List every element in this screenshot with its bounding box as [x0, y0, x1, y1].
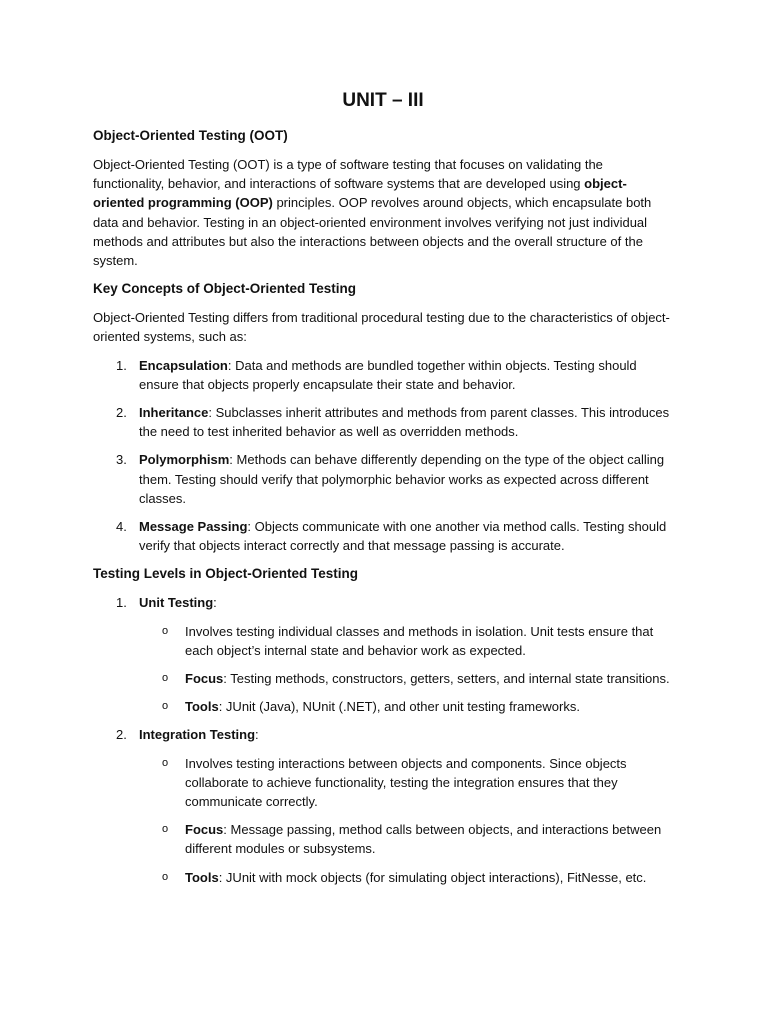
- sub-item-term: Focus: [185, 671, 224, 687]
- sub-list-item: [139, 669, 673, 688]
- sub-item-text: : Message passing, method calls between objects, and interactions between different modules or subsystems.: [185, 822, 662, 857]
- paragraph-key-concepts-intro: Object-Oriented Testing differs from traditional procedural testing due to the characteristics of object-oriented systems, such as:: [93, 310, 670, 345]
- concept-text: : Data and methods are bundled together within objects. Testing should ensure that objects properly encapsulate their state and behavior.: [139, 357, 637, 392]
- section-heading-key-concepts: Key Concepts of Object-Oriented Testing: [93, 281, 357, 297]
- sub-item-text: Involves testing interactions between objects and components. Since objects collaborate to achieve functionality, testing the integration ensures that they communicate correctly.: [185, 755, 627, 810]
- paragraph-text: principles. OOP revolves around objects, which encapsulate both data and behavior. Testing in an object-oriented environment involves verifying not just individual methods and attributes but also the interactions between objects and the overall structure of the system.: [93, 195, 652, 269]
- concept-text: : Methods can behave differently depending on the type of the object calling them. Testing should verify that polymorphic behavior works as expected across different classes.: [139, 452, 665, 506]
- page-title: UNIT – III: [342, 90, 424, 111]
- sub-list-item: [139, 820, 673, 858]
- unit-testing-sublist: [139, 622, 673, 717]
- bold-term-oop: object-oriented programming (OOP): [93, 176, 627, 211]
- list-number: 1.: [116, 357, 127, 373]
- document-content: [93, 88, 673, 896]
- circle-bullet-icon: o: [162, 700, 169, 713]
- concept-term: Polymorphism: [139, 452, 230, 468]
- section-heading-oot: Object-Oriented Testing (OOT): [93, 128, 288, 143]
- sub-item-text: : JUnit with mock objects (for simulating object interactions), FitNesse, etc.: [218, 869, 647, 885]
- circle-bullet-icon: o: [162, 624, 169, 637]
- level-suffix: :: [255, 727, 259, 743]
- sub-list-item: [139, 697, 673, 716]
- circle-bullet-icon: o: [162, 870, 169, 883]
- integration-testing-sublist: [139, 754, 673, 887]
- level-term: Unit Testing: [139, 595, 214, 611]
- list-item-unit-testing: [93, 593, 673, 716]
- sub-item-term: Tools: [185, 869, 219, 885]
- sub-item-text: : Testing methods, constructors, getters, setters, and internal state transitions.: [223, 671, 670, 687]
- list-number: 2.: [116, 405, 127, 421]
- paragraph-text: Object-Oriented Testing (OOT) is a type of software testing that focuses on validating the functionality, behavior, and interactions of software systems that are developed using: [93, 157, 603, 192]
- circle-bullet-icon: o: [162, 672, 169, 685]
- sub-item-text: Involves testing individual classes and methods in isolation. Unit tests ensure that each object’s internal state and behavior work as expected.: [185, 623, 654, 658]
- list-item: [93, 356, 673, 394]
- list-number: 1.: [116, 595, 127, 611]
- circle-bullet-icon: o: [162, 823, 169, 836]
- list-item-integration-testing: [93, 725, 673, 886]
- list-number: 3.: [116, 452, 127, 468]
- sub-item-term: Focus: [185, 822, 224, 838]
- section-heading-testing-levels: Testing Levels in Object-Oriented Testing: [93, 566, 359, 582]
- level-term: Integration Testing: [139, 727, 256, 743]
- concept-term: Inheritance: [139, 405, 209, 421]
- sub-list-item: [139, 622, 673, 660]
- concept-term: Encapsulation: [139, 357, 228, 373]
- list-item: [93, 517, 673, 555]
- list-item: [93, 403, 673, 441]
- key-concepts-list: [93, 356, 673, 556]
- sub-list-item: [139, 754, 673, 812]
- list-number: 4.: [116, 519, 127, 535]
- concept-text: : Subclasses inherit attributes and methods from parent classes. This introduces the need to test inherited behavior as well as overridden methods.: [139, 405, 670, 440]
- concept-text: : Objects communicate with one another via method calls. Testing should verify that objects interact correctly and that message passing is accurate.: [139, 519, 667, 554]
- list-item: [93, 450, 673, 508]
- testing-levels-list: [93, 593, 673, 886]
- level-suffix: :: [213, 595, 217, 611]
- sub-item-term: Tools: [185, 699, 219, 715]
- paragraph-oot-intro: [93, 155, 673, 270]
- list-number: 2.: [116, 727, 127, 743]
- sub-list-item: [139, 868, 673, 887]
- sub-item-text: : JUnit (Java), NUnit (.NET), and other unit testing frameworks.: [218, 699, 580, 715]
- concept-term: Message Passing: [139, 519, 248, 535]
- circle-bullet-icon: o: [162, 756, 169, 769]
